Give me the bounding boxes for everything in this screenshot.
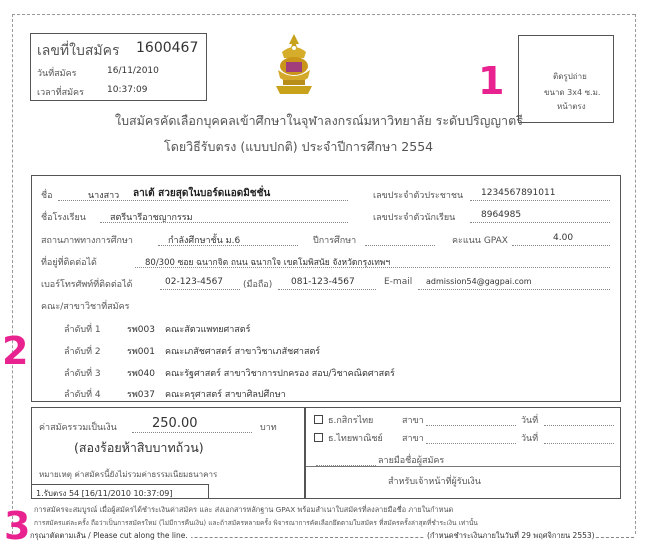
branch-label-1: สาขา [402,416,424,426]
national-id-label: เลขประจำตัวประชาชน [373,191,464,201]
university-emblem [268,32,320,98]
fee-note: หมายเหตุ ค่าสมัครนี้ยังไม่รวมค่าธรรมเนียมธนาคาร [39,470,218,479]
marker-3: 3 [4,504,31,548]
address-underline [135,267,610,268]
national-id-value: 1234567891011 [481,188,556,198]
school-underline [100,222,348,223]
mobile-label: (มือถือ) [243,280,273,290]
name-prefix: นางสาว [88,191,120,201]
officer-section-label: สำหรับเจ้าหน้าที่ผู้รับเงิน [388,477,481,487]
email-value: admission54@gagpai.com [426,277,532,286]
faculty-rank-3: ลำดับที่ 3 [64,369,101,379]
applicant-signature-label: ลายมือชื่อผู้สมัคร [378,456,445,466]
page-border-left [12,14,13,534]
faculty-code-4: รพ037 [127,390,155,400]
application-info-box [30,33,207,101]
bank-checkbox-scb[interactable] [314,433,323,442]
branch-underline-2 [426,443,516,444]
application-time-label: เวลาที่สมัคร [37,88,84,98]
page-border-top [12,14,635,15]
phone-label: เบอร์โทรศัพท์ที่ติดต่อได้ [41,280,133,290]
cut-line-label: กรุณาตัดตามเส้น / Please cut along the line. [30,530,191,542]
faculty-code-3: รพ040 [127,369,155,379]
student-id-underline [470,222,610,223]
national-id-underline [470,200,610,201]
faculty-code-2: รพ001 [127,347,155,357]
footer-note-line1: การสมัครจะสมบูรณ์ เมื่อผู้สมัครได้ชำระเงินค่าสมัคร และ ส่งเอกสารหลักฐาน GPAX พร้อมสำเนาใบสมัครที่ลงลายมือชื่อ ภายในกำหนด [34,505,454,514]
application-number-label: เลขที่ใบสมัคร [37,43,120,59]
faculty-name-4: คณะครุศาสตร์ สาขาศิลปศึกษา [165,390,286,400]
gpax-label: คะแนน GPAX [452,236,508,246]
education-status-value: กำลังศึกษาชั้น ม.6 [168,236,241,246]
email-label: E-mail [384,277,413,287]
application-number-value: 1600467 [136,40,199,56]
phone-underline [160,289,240,290]
bank-kasikorn-label: ธ.กสิกรไทย [328,416,374,426]
status-underline [158,245,298,246]
fee-total-underline [132,432,252,433]
gpax-underline [512,245,610,246]
payment-deadline: (กำหนดชำระเงินภายในวันที่ 29 พฤศจิกายน 2553) [424,530,595,542]
faculty-heading: คณะ/สาขาวิชาที่สมัคร [41,302,130,312]
photo-label-line1: ติดรูปถ่าย [553,72,587,81]
name-label: ชื่อ [41,191,53,201]
email-underline [418,289,610,290]
faculty-rank-1: ลำดับที่ 1 [64,325,101,335]
bank-box-divider [306,466,620,467]
bank-checkbox-kasikorn[interactable] [314,415,323,424]
date-label-2: วันที่ [521,434,539,444]
bank-payment-box [305,407,621,499]
student-id-value: 8964985 [481,210,522,220]
application-date-value: 16/11/2010 [107,66,159,76]
application-time-value: 10:37:09 [107,85,148,95]
mobile-underline [278,289,376,290]
faculty-code-1: รพ003 [127,325,155,335]
form-title-line1: ใบสมัครคัดเลือกบุคคลเข้าศึกษาในจุฬาลงกรณ์มหาวิทยาลัย ระดับปริญญาตรี [115,113,523,128]
address-value: 80/300 ซอย ฉนากจิต ถนน ฉนากใจ เขตโมพิสนัย จังหวัดกรุงเทพฯ [145,258,391,268]
branch-underline-1 [426,425,516,426]
date-underline-1 [544,425,614,426]
branch-label-2: สาขา [402,434,424,444]
mobile-value: 081-123-4567 [291,277,355,287]
fee-unit: บาท [260,423,277,433]
reference-code: 1.รับตรง 54 [16/11/2010 10:37:09] [36,489,173,498]
academic-year-label: ปีการศึกษา [313,236,357,246]
footer-note-line2: การสมัครแต่ละครั้ง ถือว่าเป็นการสมัครใหม่ (ไม่มีการคืนเงิน) และถ้าสมัครหลายครั้ง พิจารณาการคัดเลือกยึดตามใบสมัคร ที่สมัครครั้งล่าสุดที่ชำระเงิน เท่านั้น [34,519,478,527]
bank-scb-label: ธ.ไทยพาณิชย์ [328,434,383,444]
photo-label-line3: หน้าตรง [557,102,586,111]
fee-words: (สองร้อยห้าสิบบาทถ้วน) [74,440,204,455]
faculty-rank-4: ลำดับที่ 4 [64,390,101,400]
school-value: สตรีนารีอาชญากรรม [110,213,193,223]
faculty-name-1: คณะสัตวแพทยศาสตร์ [165,325,251,335]
name-underline [58,200,348,201]
photo-placeholder-box [518,35,614,123]
address-label: ที่อยู่ที่ติดต่อได้ [41,258,97,268]
date-underline-2 [544,443,614,444]
reference-code-box [31,484,209,499]
phone-value: 02-123-4567 [165,277,224,287]
year-underline [365,245,435,246]
date-label-1: วันที่ [521,416,539,426]
faculty-name-3: คณะรัฐศาสตร์ สาขาวิชาการปกครอง สอบ/วิชาคณิตศาสตร์ [165,369,395,379]
applicant-name: ลาเต้ สวยสุดในบอร์ดแอดมิชชั่น [133,188,271,199]
fee-total-label: ค่าสมัครรวมเป็นเงิน [39,423,117,433]
marker-1: 1 [478,59,505,103]
school-label: ชื่อโรงเรียน [41,213,86,223]
page-border-right [635,14,636,534]
education-status-label: สถานภาพทางการศึกษา [41,236,133,246]
faculty-name-2: คณะเภสัชศาสตร์ สาขาวิชาเภสัชศาสตร์ [165,347,321,357]
marker-2: 2 [2,329,29,373]
application-date-label: วันที่สมัคร [37,69,77,79]
form-title-line2: โดยวิธีรับตรง (แบบปกติ) ประจำปีการศึกษา 2554 [164,139,434,154]
student-id-label: เลขประจำตัวนักเรียน [373,213,456,223]
gpax-value: 4.00 [553,233,574,243]
photo-label-line2: ขนาด 3x4 ซ.ม. [544,88,601,97]
fee-total-value: 250.00 [152,416,198,431]
faculty-rank-2: ลำดับที่ 2 [64,347,101,357]
